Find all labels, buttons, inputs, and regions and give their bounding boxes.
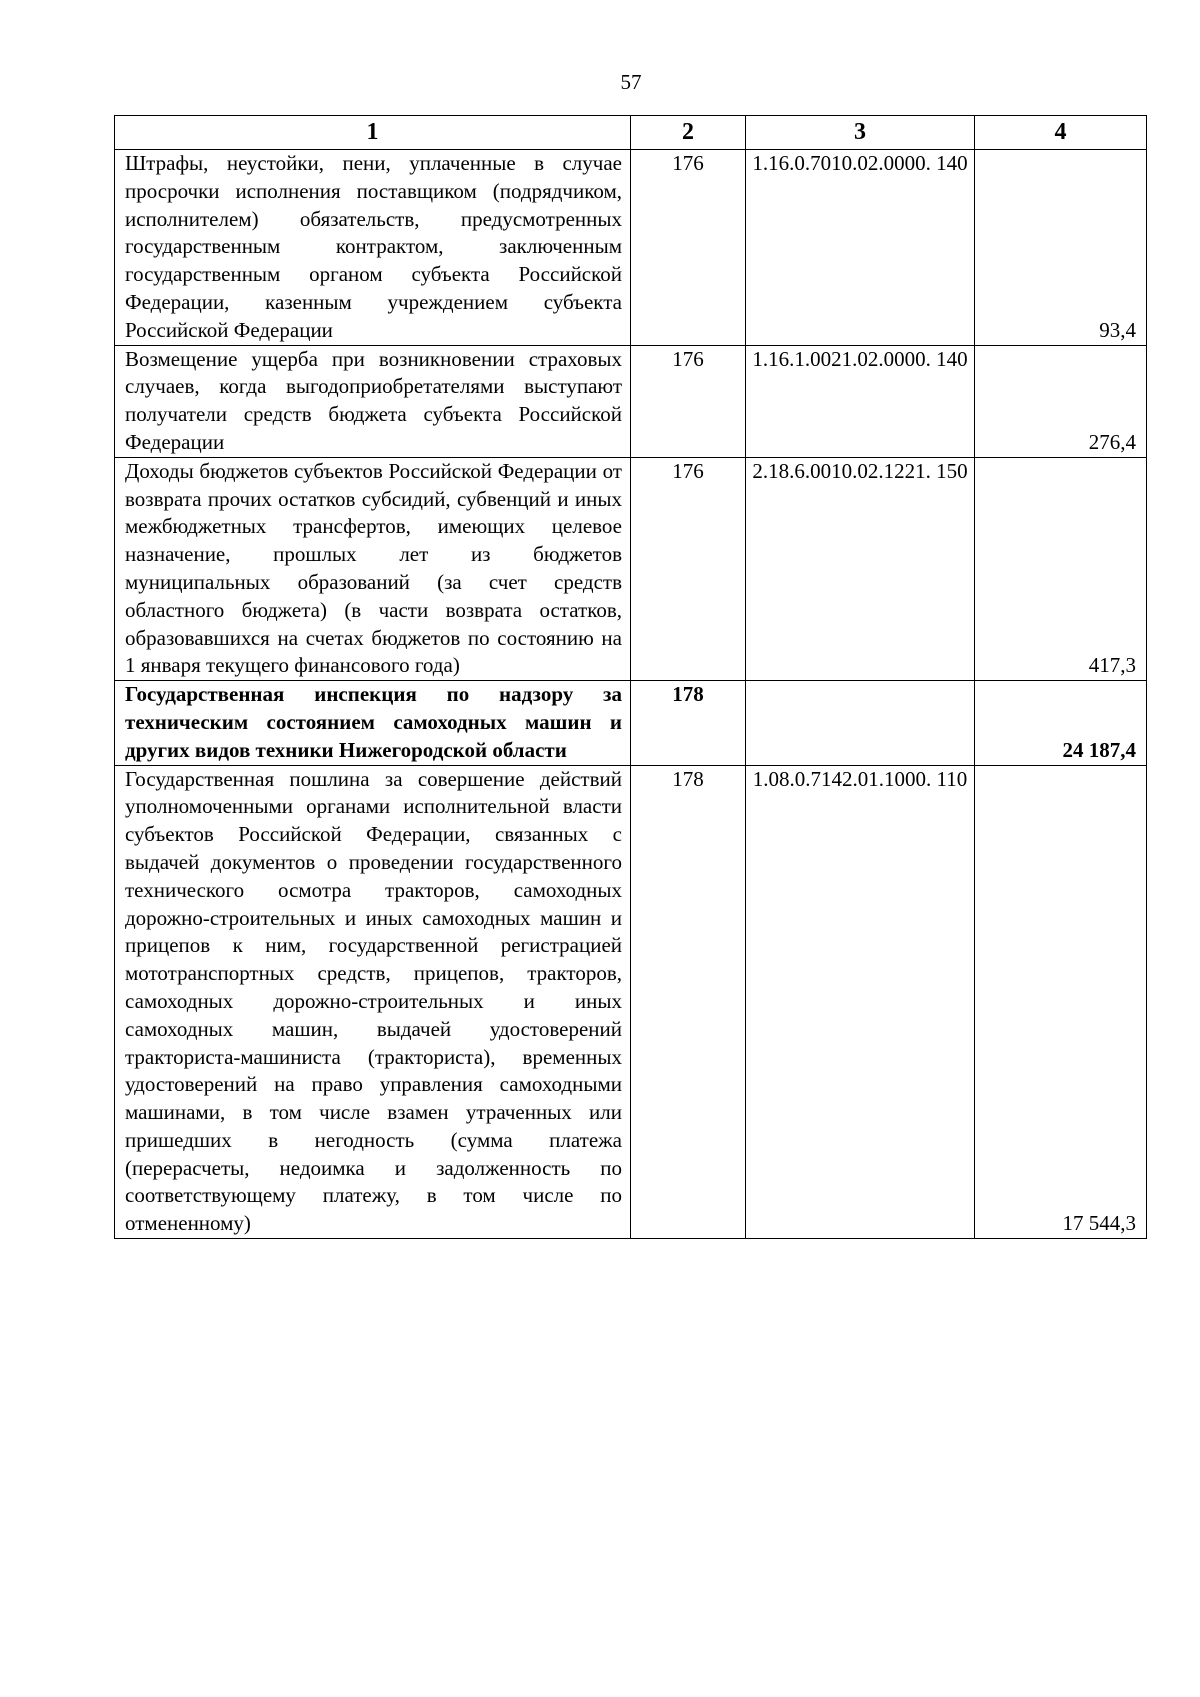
row-admin-code: 178 [631, 765, 746, 1239]
table-header-row [115, 116, 1147, 150]
header-col-3: 3 [746, 116, 975, 150]
header-col-1: 1 [115, 116, 631, 150]
row-amount: 93,4 [975, 150, 1147, 346]
row-amount: 417,3 [975, 457, 1147, 680]
row-name: Возмещение ущерба при возникновении страховых случаев, когда выгодоприобретателями выступают получатели средств бюджета субъекта Российской Федерации [115, 345, 631, 457]
row-amount: 276,4 [975, 345, 1147, 457]
table-row [115, 345, 1147, 457]
row-amount: 24 187,4 [975, 681, 1147, 765]
row-admin-code: 176 [631, 150, 746, 346]
row-name: Штрафы, неустойки, пени, уплаченные в случае просрочки исполнения поставщиком (подрядчиком, исполнителем) обязательств, предусмотренных государственным контрактом, заключенным государственным органом субъекта Российской Федерации, казенным учреждением субъекта Российской Федерации [115, 150, 631, 346]
row-classification-code: 1.08.0.7142.01.1000. 110 [746, 765, 975, 1239]
row-admin-code: 176 [631, 345, 746, 457]
row-name: Государственная инспекция по надзору за техническим состоянием самоходных машин и других видов техники Нижегородской области [115, 681, 631, 765]
header-col-4: 4 [975, 116, 1147, 150]
table-row-section-heading [115, 681, 1147, 765]
row-admin-code: 176 [631, 457, 746, 680]
row-name: Доходы бюджетов субъектов Российской Федерации от возврата прочих остатков субсидий, субвенций и иных межбюджетных трансфертов, имеющих целевое назначение, прошлых лет из бюджетов муниципальных образований (за счет средств областного бюджета) (в части возврата остатков, образовавшихся на счетах бюджетов по состоянию на 1 января текущего финансового года) [115, 457, 631, 680]
row-classification-code: 1.16.1.0021.02.0000. 140 [746, 345, 975, 457]
row-classification-code: 2.18.6.0010.02.1221. 150 [746, 457, 975, 680]
table-row [115, 765, 1147, 1239]
table-row [115, 150, 1147, 346]
row-classification-code: 1.16.0.7010.02.0000. 140 [746, 150, 975, 346]
page-number: 57 [620, 70, 642, 94]
revenue-table [114, 115, 1147, 1239]
header-col-2: 2 [631, 116, 746, 150]
row-name: Государственная пошлина за совершение действий уполномоченными органами исполнительной власти субъектов Российской Федерации, связанных с выдачей документов о проведении государственного технического осмотра тракторов, самоходных дорожно-строительных и иных самоходных машин и прицепов к ним, государственной регистрацией мототранспортных средств, прицепов, тракторов, самоходных дорожно-строительных и иных самоходных машин, выдачей удостоверений тракториста-машиниста (тракториста), временных удостоверений на право управления самоходными машинами, в том числе взамен утраченных или пришедших в негодность (сумма платежа (перерасчеты, недоимка и задолженность по соответствующему платежу, в том числе по отмененному) [115, 765, 631, 1239]
row-classification-code [746, 681, 975, 765]
row-amount: 17 544,3 [975, 765, 1147, 1239]
table-row [115, 457, 1147, 680]
row-admin-code: 178 [631, 681, 746, 765]
